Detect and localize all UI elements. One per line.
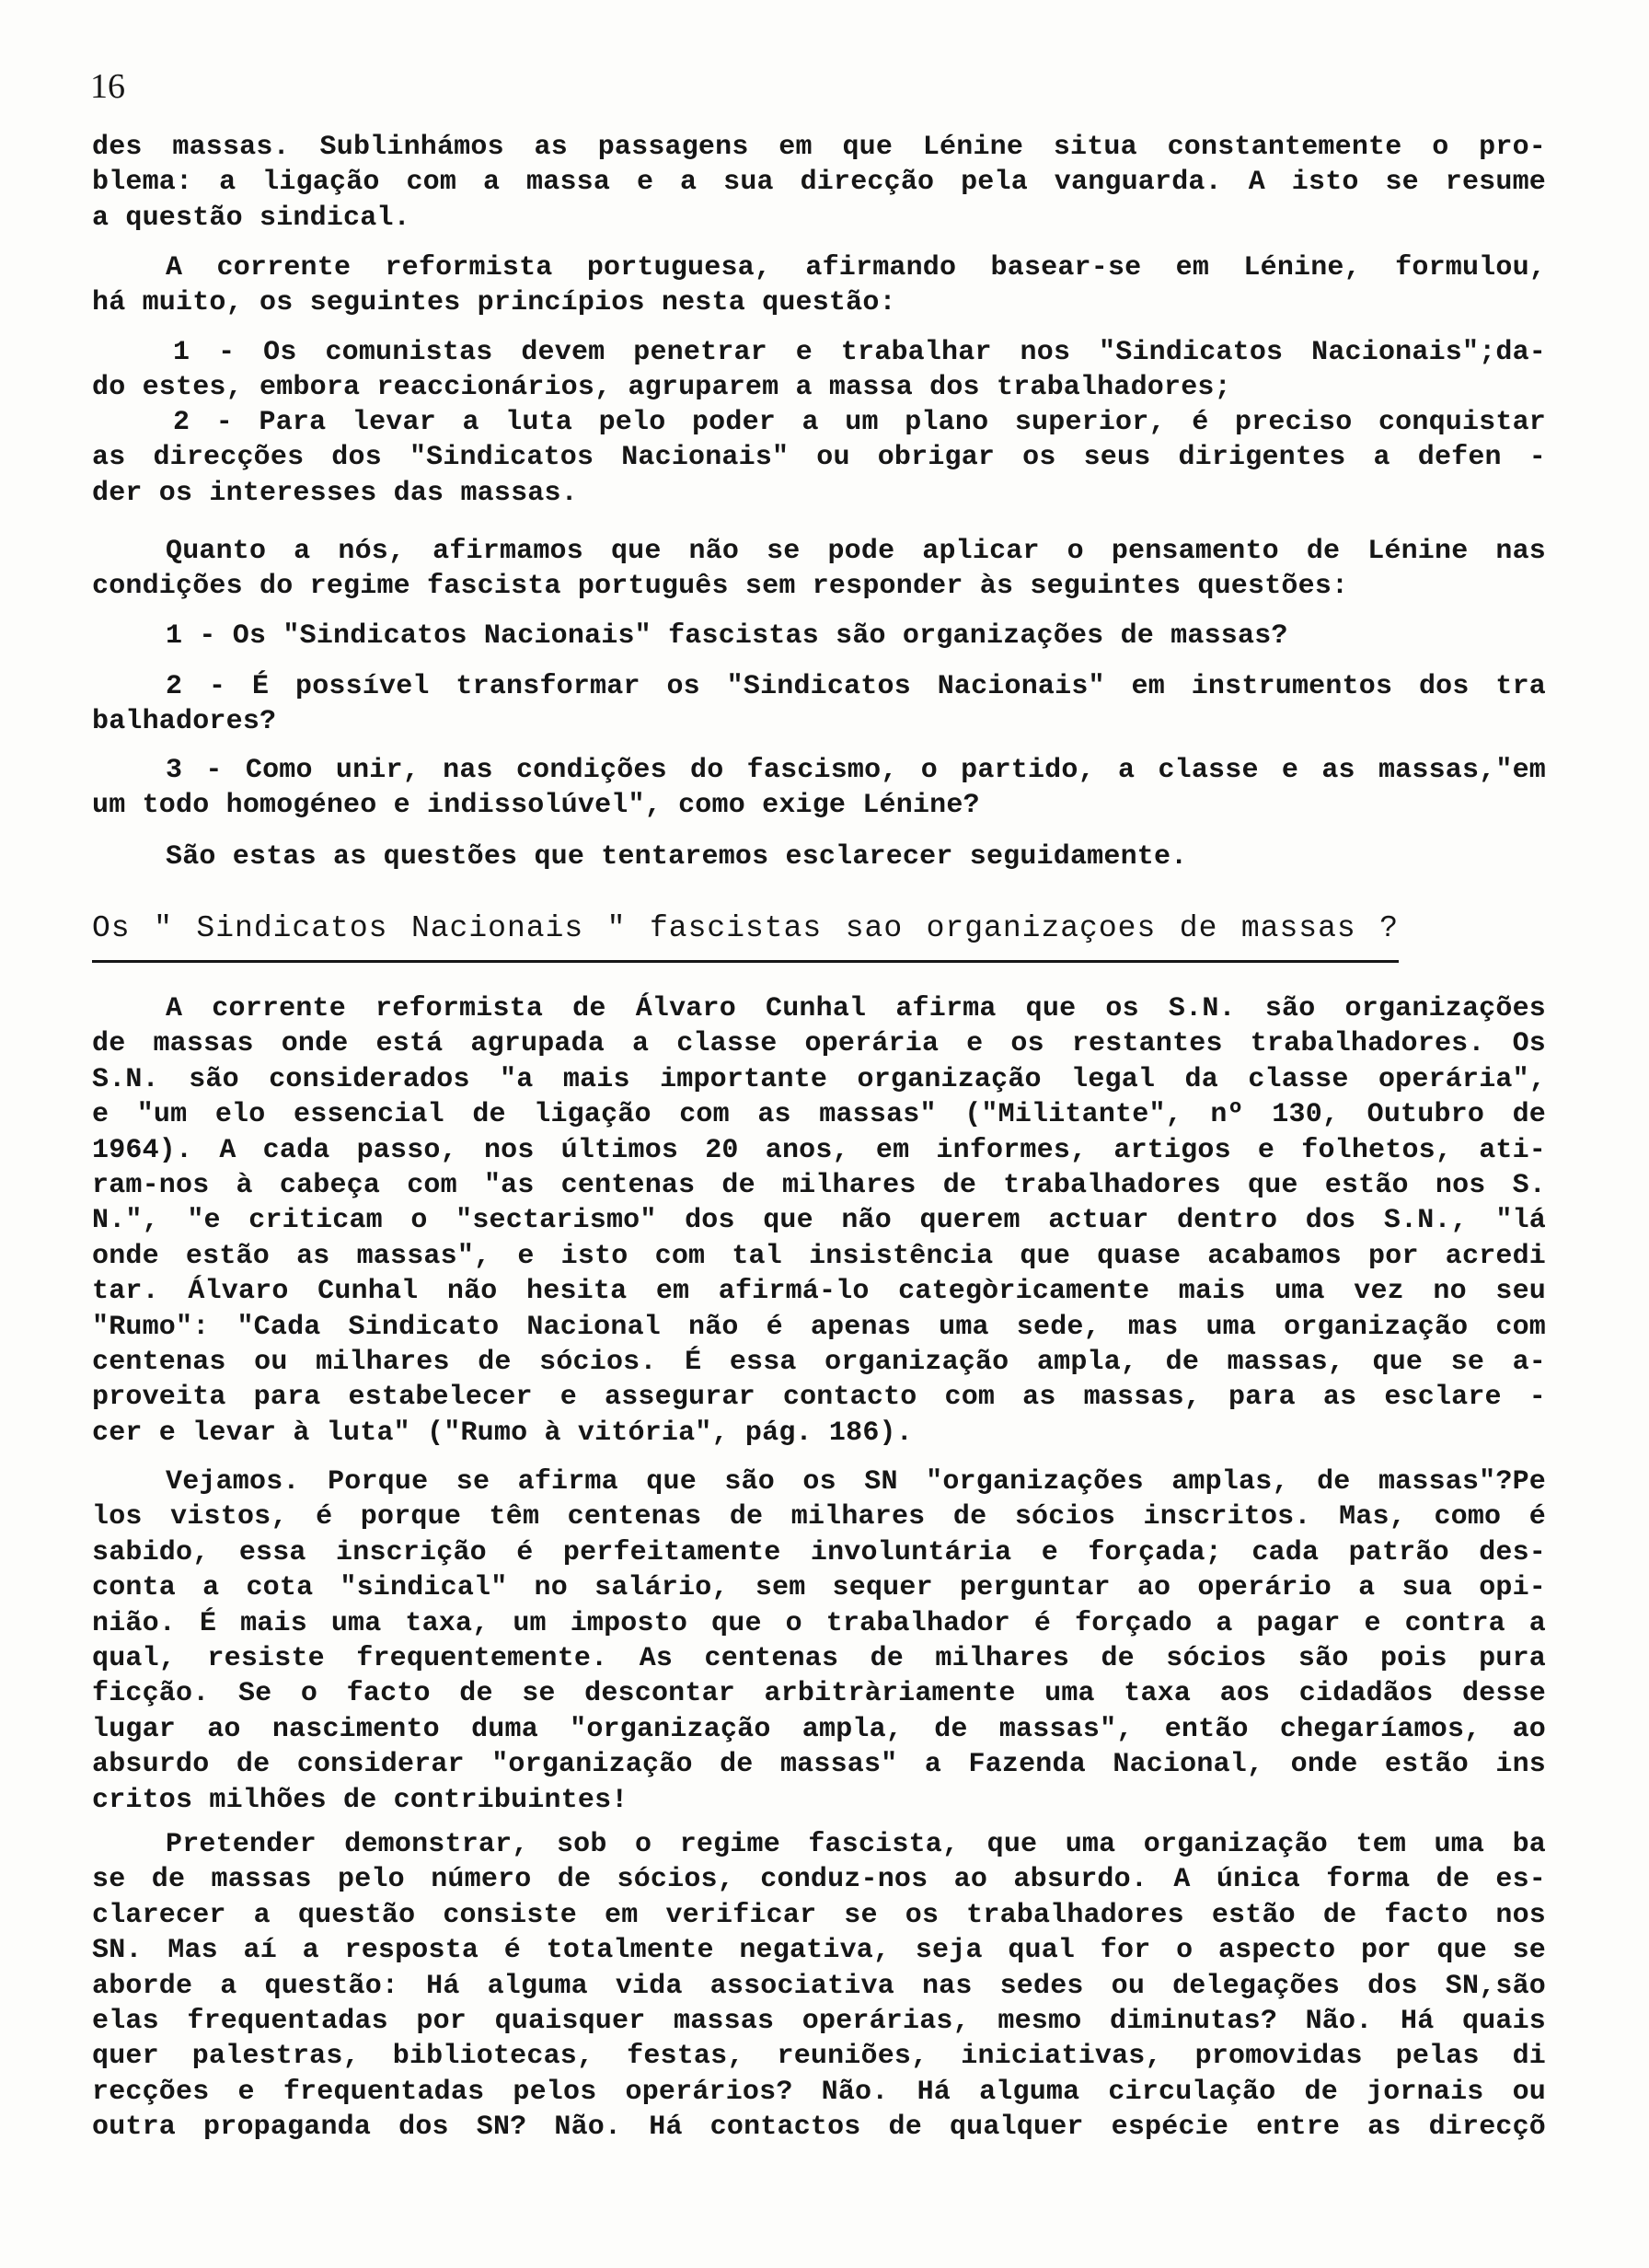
text-line: onde estão as massas", e isto com tal insistência que quase acabamos por acredi [92, 1240, 1546, 1272]
top-paragraph [92, 130, 1546, 236]
question-1 [92, 619, 1546, 654]
text-line: cer e levar à luta" ("Rumo à vitória", pág. 186). [92, 1417, 913, 1449]
text-line: sabido, essa inscrição é perfeitamente involuntária e forçada; cada patrão des- [92, 1536, 1546, 1568]
text-line: e "um elo essencial de ligação com as massas" ("Militante", nº 130, Outubro de [92, 1099, 1546, 1131]
text-line: Pretender demonstrar, sob o regime fascista, que uma organização tem uma ba [166, 1829, 1546, 1860]
text-line: clarecer a questão consiste em verificar se os trabalhadores estão de facto nos [92, 1899, 1546, 1931]
text-line: A corrente reformista portuguesa, afirmando basear-se em Lénine, formulou, [166, 252, 1546, 284]
text-line: SN. Mas aí a resposta é totalmente negativa, seja qual for o aspecto por que se [92, 1935, 1546, 1967]
closing-intro [92, 839, 1546, 874]
section-paragraph-3 [92, 1827, 1546, 2146]
text-line: proveita para estabelecer e assegurar contacto com as massas, para as esclare - [92, 1382, 1546, 1414]
text-line: centenas ou milhares de sócios. É essa organização ampla, de massas, que se a- [92, 1347, 1546, 1379]
text-line: 1 - Os comunistas devem penetrar e trabalhar nos "Sindicatos Nacionais";da- [173, 337, 1546, 368]
section-paragraph-2 [92, 1464, 1546, 1818]
page-number: 16 [90, 67, 125, 106]
text-line: condições do regime fascista português sem responder às seguintes questões: [92, 571, 1349, 603]
question-3 [92, 753, 1546, 824]
text-line: balhadores? [92, 706, 277, 738]
reformist-intro-paragraph [92, 250, 1546, 321]
principle-1-paragraph [92, 335, 1546, 406]
section-heading: Os " Sindicatos Nacionais " fascistas sao organizaçoes de massas ? [92, 911, 1399, 945]
text-line: a questão sindical. [92, 202, 410, 234]
text-line: elas frequentadas por quaisquer massas operárias, mesmo diminutas? Não. Há quais [92, 2006, 1546, 2038]
text-line: Quanto a nós, afirmamos que não se pode aplicar o pensamento de Lénine nas [166, 536, 1546, 567]
text-line: aborde a questão: Há alguma vida associativa nas sedes ou delegações dos SN,são [92, 1970, 1546, 2002]
text-line: 2 - É possível transformar os "Sindicatos Nacionais" em instrumentos dos tra [166, 671, 1546, 702]
principle-2-paragraph [92, 405, 1546, 511]
text-line: ram-nos à cabeça com "as centenas de milhares de trabalhadores que estão nos S. [92, 1170, 1546, 1202]
text-line: der os interesses das massas. [92, 477, 578, 509]
text-line: qual, resiste frequentemente. As centenas de milhares de sócios são pois pura [92, 1643, 1546, 1675]
text-line: los vistos, é porque têm centenas de milhares de sócios inscritos. Mas, como é [92, 1501, 1546, 1533]
text-line: lugar ao nascimento duma "organização ampla, de massas", então chegaríamos, ao [92, 1713, 1546, 1745]
text-line: absurdo de considerar "organização de massas" a Fazenda Nacional, onde estão ins [92, 1749, 1546, 1781]
text-line: A corrente reformista de Álvaro Cunhal afirma que os S.N. são organizações [166, 993, 1546, 1024]
text-line: conta a cota "sindical" no salário, sem sequer perguntar ao operário a sua opi- [92, 1572, 1546, 1604]
text-line: 1964). A cada passo, nos últimos 20 anos, em informes, artigos e folhetos, ati- [92, 1134, 1546, 1166]
our-position-paragraph [92, 534, 1546, 605]
text-line: critos milhões de contribuintes! [92, 1784, 628, 1816]
heading-underline [92, 960, 1399, 963]
text-line: de massas onde está agrupada a classe operária e os restantes trabalhadores. Os [92, 1028, 1546, 1060]
text-line: um todo homogéneo e indissolúvel", como exige Lénine? [92, 790, 980, 822]
text-line: as direcções dos "Sindicatos Nacionais" ou obrigar os seus dirigentes a defen - [92, 442, 1546, 474]
text-line: Vejamos. Porque se afirma que são os SN "organizações amplas, de massas"?Pe [166, 1466, 1546, 1498]
text-line: São estas as questões que tentaremos esclarecer seguidamente. [166, 841, 1188, 873]
text-line: 3 - Como unir, nas condições do fascismo, o partido, a classe e as massas,"em [166, 755, 1546, 786]
question-2 [92, 669, 1546, 740]
text-line: outra propaganda dos SN? Não. Há contactos de qualquer espécie entre as direcçõ [92, 2112, 1546, 2144]
text-line: S.N. são considerados "a mais importante organização legal da classe operária", [92, 1063, 1546, 1095]
text-line: N.", "e criticam o "sectarismo" dos que não querem actuar dentro dos S.N., "lá [92, 1205, 1546, 1237]
text-line: 2 - Para levar a luta pelo poder a um plano superior, é preciso conquistar [173, 407, 1546, 438]
text-line: "Rumo": "Cada Sindicato Nacional não é apenas uma sede, mas uma organização com [92, 1311, 1546, 1343]
text-line: nião. É mais uma taxa, um imposto que o trabalhador é forçado a pagar e contra a [92, 1607, 1546, 1639]
text-line: tar. Álvaro Cunhal não hesita em afirmá-lo categòricamente mais uma vez no seu [92, 1276, 1546, 1308]
text-line: do estes, embora reaccionários, agruparem a massa dos trabalhadores; [92, 372, 1231, 404]
text-line: há muito, os seguintes princípios nesta questão: [92, 287, 896, 319]
text-line: ficção. Se o facto de se descontar arbitràriamente uma taxa aos cidadãos desse [92, 1678, 1546, 1710]
text-line: des massas. Sublinhámos as passagens em que Lénine situa constantemente o pro- [92, 132, 1546, 163]
text-line: quer palestras, bibliotecas, festas, reuniões, iniciativas, promovidas pelas di [92, 2041, 1546, 2073]
text-line: recções e frequentadas pelos operários? Não. Há alguma circulação de jornais ou [92, 2076, 1546, 2108]
section-paragraph-1 [92, 991, 1546, 1451]
text-line: se de massas pelo número de sócios, conduz-nos ao absurdo. A única forma de es- [92, 1864, 1546, 1896]
text-line: 1 - Os "Sindicatos Nacionais" fascistas são organizações de massas? [166, 620, 1288, 652]
text-line: blema: a ligação com a massa e a sua direcção pela vanguarda. A isto se resume [92, 167, 1546, 199]
